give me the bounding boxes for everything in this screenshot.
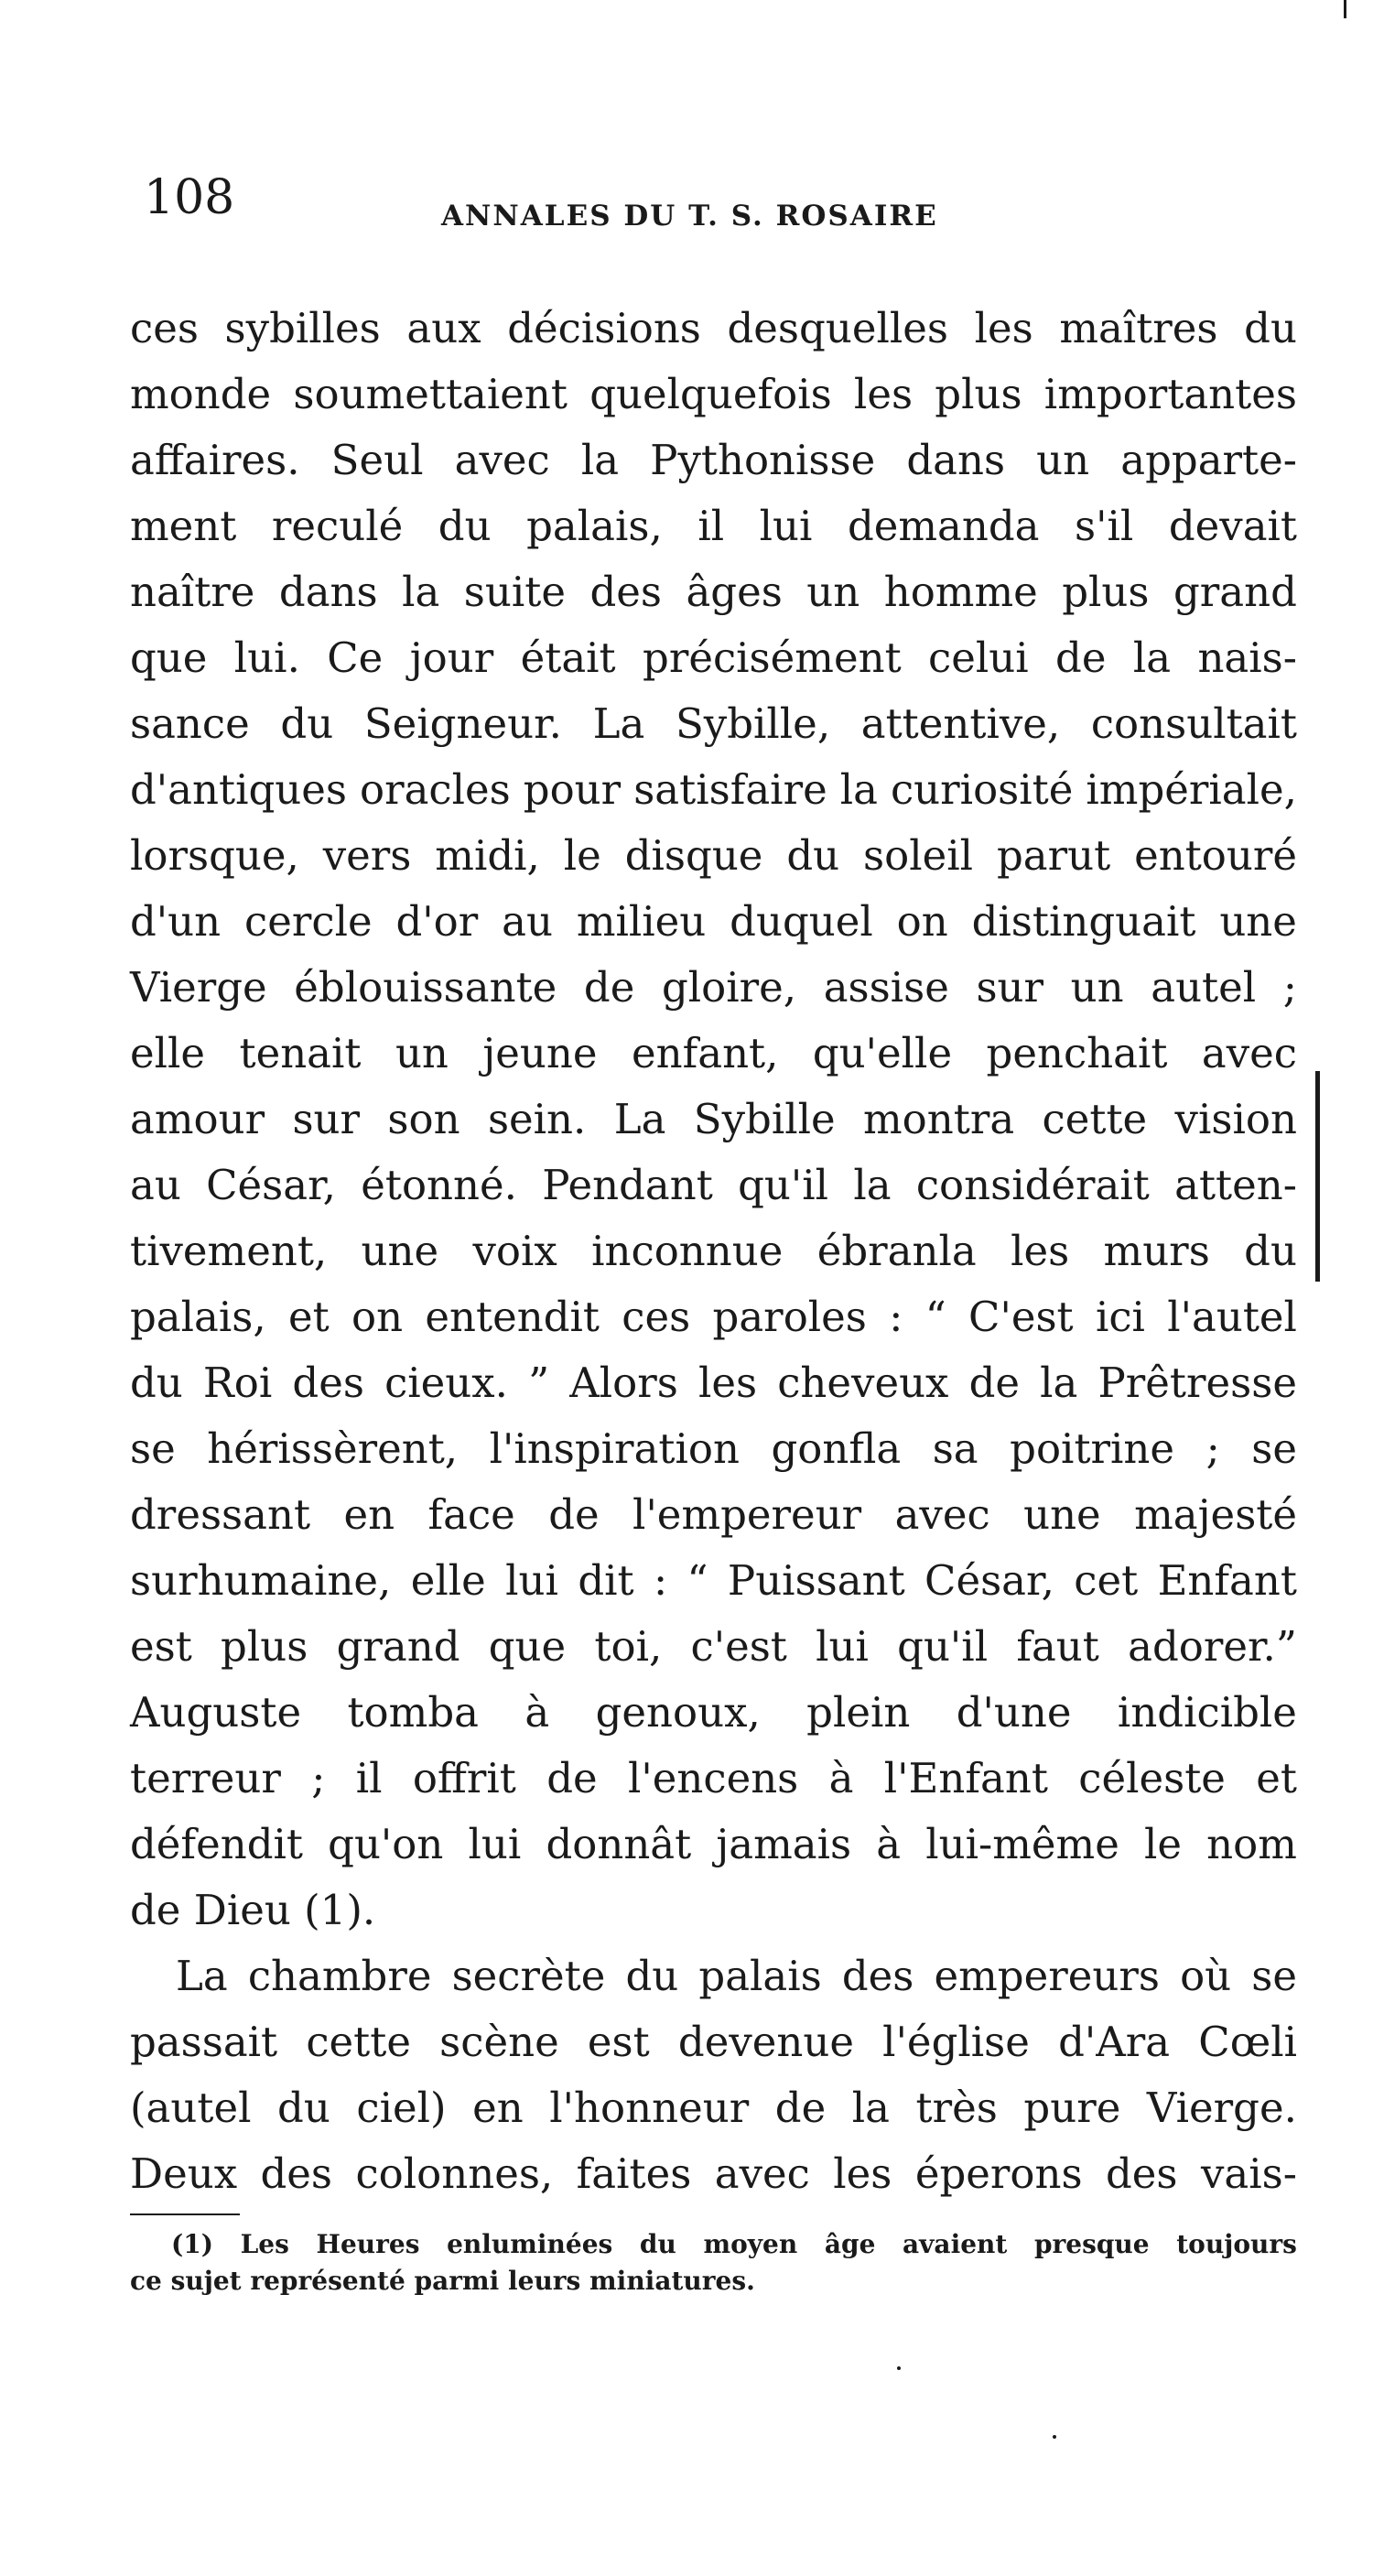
word: d'or: [395, 897, 479, 946]
word: affaires.: [130, 436, 300, 484]
word: tomba: [347, 1688, 479, 1737]
word: devenue: [677, 2018, 854, 2066]
word: dit: [578, 1556, 634, 1605]
word: Seigneur.: [363, 699, 562, 748]
word: du: [438, 502, 492, 550]
word: qu'il: [738, 1161, 829, 1209]
word: “: [686, 1556, 708, 1605]
word: dans: [906, 436, 1006, 484]
word: vers: [322, 831, 412, 880]
text-line: [130, 1087, 1297, 1153]
word: scène: [439, 2018, 559, 2066]
text-line: [130, 2009, 1297, 2075]
word: se: [130, 1424, 176, 1473]
word: demanda: [847, 502, 1040, 550]
word: défendit: [130, 1820, 303, 1868]
word: nom: [1206, 1820, 1297, 1868]
word: qu'on: [328, 1820, 444, 1868]
text-line: [130, 1416, 1297, 1482]
word: cet: [1074, 1556, 1139, 1605]
word: dressant: [130, 1490, 311, 1539]
word: devait: [1168, 502, 1297, 550]
word: de: [774, 2084, 827, 2132]
word: ici: [1095, 1293, 1145, 1341]
word: Vierge.: [1146, 2084, 1297, 2132]
word: apparte-: [1120, 436, 1297, 484]
word: satisfaire: [633, 765, 827, 814]
text-line: [130, 2141, 1297, 2207]
word: hérissèrent,: [207, 1424, 459, 1473]
word: était: [520, 633, 616, 682]
text-line: [130, 757, 1297, 823]
word: reculé: [271, 502, 404, 550]
word: palais: [698, 1952, 822, 2000]
word: l'empereur: [632, 1490, 862, 1539]
word: Pendant: [542, 1161, 713, 1209]
word: se: [1251, 1952, 1297, 2000]
margin-bar: [1315, 1071, 1320, 1282]
word: chambre: [247, 1952, 432, 2000]
word: faites: [576, 2149, 692, 2198]
word: avec: [894, 1490, 990, 1539]
word: La: [613, 1095, 666, 1143]
text-line: [130, 493, 1297, 559]
word: plus: [221, 1622, 308, 1671]
word: que: [130, 633, 208, 682]
word: un: [806, 568, 860, 616]
word: âges: [686, 568, 783, 616]
text-line: [130, 823, 1297, 889]
text-line: [130, 2075, 1297, 2141]
word: cette: [306, 2018, 411, 2066]
word: inconnue: [591, 1227, 784, 1275]
word: et: [287, 1293, 330, 1341]
footnote-line: ce sujet représenté parmi leurs miniatures.: [130, 2266, 755, 2296]
word: la: [402, 568, 440, 616]
word: l'honneur: [549, 2084, 750, 2132]
word: le: [563, 831, 601, 880]
word: palais,: [526, 502, 663, 550]
word: sance: [130, 699, 250, 748]
word: jeune: [482, 1029, 598, 1077]
word: enfant,: [631, 1029, 779, 1077]
word: avec: [714, 2149, 810, 2198]
word: du: [1244, 1227, 1297, 1275]
word: des: [1106, 2149, 1178, 2198]
text-line: [130, 1021, 1297, 1087]
word: Auguste: [130, 1688, 302, 1737]
word: une: [1219, 897, 1297, 946]
word: Roi: [202, 1358, 273, 1407]
word: il: [697, 502, 725, 550]
word: Pythonisse: [650, 436, 876, 484]
word: faut: [1016, 1622, 1099, 1671]
word: c'est: [690, 1622, 787, 1671]
word: du: [625, 1952, 679, 2000]
word: ces: [622, 1293, 691, 1341]
word: sybilles: [224, 304, 381, 352]
word: éperons: [914, 2149, 1083, 2198]
word: autel: [1151, 963, 1257, 1012]
body-text: [130, 296, 1297, 2207]
running-head: ANNALES DU T. S. ROSAIRE: [441, 200, 938, 233]
word: paroles: [712, 1293, 867, 1341]
word: quelquefois: [589, 370, 832, 418]
word: entendit: [425, 1293, 600, 1341]
word: céleste: [1078, 1754, 1226, 1802]
word: les: [1011, 1227, 1070, 1275]
word: Seul: [330, 436, 424, 484]
word: lui: [759, 502, 813, 550]
word: en: [343, 1490, 395, 1539]
word: décisions: [507, 304, 701, 352]
word: amour: [130, 1095, 265, 1143]
word: avec: [454, 436, 550, 484]
word: entouré: [1134, 831, 1297, 880]
word: lorsque,: [130, 831, 299, 880]
word: au: [502, 897, 553, 946]
word: de: [1055, 633, 1107, 682]
word: de: [968, 1358, 1020, 1407]
word: parut: [996, 831, 1111, 880]
word: La: [592, 699, 645, 748]
word: :: [889, 1293, 903, 1341]
word: :: [653, 1556, 668, 1605]
word: l'autel: [1167, 1293, 1297, 1341]
word: Les: [240, 2229, 289, 2259]
word: pure: [1023, 2084, 1121, 2132]
word: en: [472, 2084, 524, 2132]
word: l'Enfant: [883, 1754, 1048, 1802]
word: (autel: [130, 2084, 252, 2132]
word: lui: [505, 1556, 558, 1605]
word: colonnes,: [355, 2149, 554, 2198]
word: tenait: [239, 1029, 362, 1077]
text-line: [130, 625, 1297, 691]
text-line: [130, 1943, 1297, 2009]
text-line: [130, 1680, 1297, 1746]
word: d'une: [956, 1688, 1072, 1737]
word: genoux,: [595, 1688, 761, 1737]
word: ébranla: [816, 1227, 977, 1275]
word: atten-: [1174, 1161, 1297, 1209]
word: penchait: [986, 1029, 1168, 1077]
word: Sybille,: [675, 699, 831, 748]
text-line: [130, 1614, 1297, 1680]
word: le: [1143, 1820, 1183, 1868]
word: la: [1040, 1358, 1078, 1407]
word: qu'elle: [812, 1029, 953, 1077]
word: du: [280, 699, 334, 748]
word: César,: [206, 1161, 336, 1209]
word: homme: [883, 568, 1038, 616]
word: C'est: [968, 1293, 1074, 1341]
word: grand: [1173, 568, 1297, 616]
word: lui.: [233, 633, 300, 682]
word: terreur: [130, 1754, 281, 1802]
word: avec: [1201, 1029, 1297, 1077]
word: desquelles: [727, 304, 948, 352]
word: aux: [406, 304, 481, 352]
word: des: [292, 1358, 364, 1407]
scan-mark: [1344, 0, 1346, 18]
word: midi,: [435, 831, 540, 880]
word: Heures: [316, 2229, 420, 2259]
word: cieux.: [384, 1358, 508, 1407]
text-line: [130, 1548, 1297, 1614]
word: passait: [130, 2018, 278, 2066]
word: de: [548, 1490, 600, 1539]
word: et: [1256, 1754, 1297, 1802]
word: Alors: [569, 1358, 678, 1407]
word: à: [524, 1688, 550, 1737]
word: tivement,: [130, 1227, 328, 1275]
word: ”: [528, 1358, 550, 1407]
word: cette: [1042, 1095, 1148, 1143]
page-number: 108: [144, 170, 235, 225]
word: sa: [932, 1424, 978, 1473]
word: cercle: [244, 897, 373, 946]
word: celui: [928, 633, 1029, 682]
word: assise: [823, 963, 949, 1012]
word: les: [697, 1358, 758, 1407]
word: vision: [1174, 1095, 1297, 1143]
word: indicible: [1117, 1688, 1297, 1737]
word: murs: [1103, 1227, 1210, 1275]
word: empereurs: [934, 1952, 1160, 2000]
word: qu'il: [897, 1622, 989, 1671]
word: l'église: [882, 2018, 1030, 2066]
word: elle: [130, 1029, 206, 1077]
word: de: [583, 963, 635, 1012]
word: sein.: [487, 1095, 587, 1143]
page-header: [144, 170, 1297, 238]
word: une: [361, 1227, 439, 1275]
word: montra: [863, 1095, 1015, 1143]
word: grand: [336, 1622, 460, 1671]
word: milieu: [576, 897, 707, 946]
text-line: [130, 559, 1297, 625]
word: ciel): [356, 2084, 447, 2132]
text-line: [130, 296, 1297, 362]
word: un: [395, 1029, 449, 1077]
word: jamais: [716, 1820, 852, 1868]
text-line: [130, 1350, 1297, 1416]
word: se: [1251, 1424, 1297, 1473]
word: de: [546, 1754, 598, 1802]
word: Ce: [327, 633, 384, 682]
word: la: [853, 1161, 892, 1209]
text-line: [130, 691, 1297, 757]
word: attentive,: [860, 699, 1061, 748]
word: d'un: [130, 897, 222, 946]
word: Sybille: [693, 1095, 836, 1143]
word: d'antiques: [130, 765, 347, 814]
text-line: de Dieu (1).: [130, 1886, 376, 1934]
word: pour: [523, 765, 622, 814]
word: ;: [1282, 963, 1297, 1012]
word: il: [355, 1754, 383, 1802]
text-line: [130, 1153, 1297, 1218]
word: consultait: [1090, 699, 1297, 748]
word: plus: [935, 370, 1022, 418]
word: âge: [824, 2229, 876, 2259]
word: à: [828, 1754, 854, 1802]
word: du: [277, 2084, 330, 2132]
word: des: [841, 1952, 914, 2000]
word: éblouissante: [294, 963, 557, 1012]
word: des: [589, 568, 662, 616]
word: des: [260, 2149, 333, 2198]
word: oracles: [360, 765, 511, 814]
word: plus: [1062, 568, 1150, 616]
word: impériale,: [1086, 765, 1297, 814]
word: ment: [130, 502, 237, 550]
word: gloire,: [661, 963, 797, 1012]
word: offrit: [412, 1754, 516, 1802]
word: sur: [976, 963, 1044, 1012]
word: est: [130, 1622, 192, 1671]
word: d'Ara: [1058, 2018, 1171, 2066]
footnote-rule: [130, 2213, 240, 2215]
footnotes: [130, 2226, 1297, 2300]
word: où: [1180, 1952, 1232, 2000]
word: très: [915, 2084, 998, 2132]
word: secrète: [451, 1952, 606, 2000]
word: la: [580, 436, 620, 484]
word: La: [176, 1952, 228, 2000]
word: la: [839, 765, 878, 814]
word: son: [387, 1095, 460, 1143]
footnote-line: [130, 2226, 1297, 2263]
word: vais-: [1200, 2149, 1297, 2198]
word: du: [130, 1358, 183, 1407]
word: une: [1023, 1490, 1101, 1539]
word: Puissant: [727, 1556, 905, 1605]
scan-speck: [1053, 2435, 1056, 2439]
word: “: [924, 1293, 946, 1341]
word: ;: [1205, 1424, 1220, 1473]
word: la: [851, 2084, 890, 2132]
word: César,: [924, 1556, 1054, 1605]
word: toujours: [1176, 2229, 1297, 2259]
word: donnât: [546, 1820, 692, 1868]
word: soumettaient: [293, 370, 568, 418]
word: presque: [1033, 2229, 1150, 2259]
word: Cœli: [1198, 2018, 1297, 2066]
word: étonné.: [361, 1161, 517, 1209]
word: face: [427, 1490, 515, 1539]
word: enluminées: [447, 2229, 613, 2259]
word: un: [1036, 436, 1090, 484]
word: adorer.”: [1128, 1622, 1297, 1671]
word: avaient: [903, 2229, 1008, 2259]
word: du: [786, 831, 840, 880]
word: disque: [624, 831, 763, 880]
word: plein: [806, 1688, 911, 1737]
text-line: [130, 955, 1297, 1021]
text-line: [130, 1284, 1297, 1350]
word: s'il: [1075, 502, 1134, 550]
word: palais,: [130, 1293, 266, 1341]
text-line: [130, 1482, 1297, 1548]
word: un: [1070, 963, 1124, 1012]
word: moyen: [703, 2229, 798, 2259]
text-line: [130, 428, 1297, 493]
word: lui: [468, 1820, 522, 1868]
word: toi,: [594, 1622, 663, 1671]
word: considérait: [915, 1161, 1150, 1209]
word: nais-: [1197, 633, 1297, 682]
word: naître: [130, 568, 255, 616]
word: jour: [409, 633, 494, 682]
word: poitrine: [1010, 1424, 1175, 1473]
word: monde: [130, 370, 272, 418]
word: duquel: [730, 897, 873, 946]
word: surhumaine,: [130, 1556, 392, 1605]
word: majesté: [1134, 1490, 1297, 1539]
word: les: [853, 370, 914, 418]
text-line: [130, 1812, 1297, 1878]
word: soleil: [863, 831, 974, 880]
word: précisément: [643, 633, 902, 682]
word: du: [639, 2229, 676, 2259]
text-line: [130, 889, 1297, 955]
word: dans: [278, 568, 378, 616]
word: suite: [463, 568, 566, 616]
word: l'encens: [627, 1754, 799, 1802]
word: elle: [410, 1556, 486, 1605]
word: Enfant: [1157, 1556, 1297, 1605]
word: sur: [292, 1095, 361, 1143]
word: maîtres: [1059, 304, 1218, 352]
word: ;: [311, 1754, 326, 1802]
word: les: [974, 304, 1033, 352]
word: curiosité: [890, 765, 1074, 814]
text-line: [130, 1746, 1297, 1812]
word: la: [1132, 633, 1172, 682]
text-line: [130, 362, 1297, 428]
word: voix: [472, 1227, 557, 1275]
scan-speck: [897, 2366, 901, 2370]
word: lui: [816, 1622, 869, 1671]
word: au: [130, 1161, 181, 1209]
word: Vierge: [130, 963, 267, 1012]
word: du: [1244, 304, 1297, 352]
word: Deux: [130, 2149, 238, 2198]
word: gonfla: [771, 1424, 902, 1473]
word: l'inspiration: [489, 1424, 740, 1473]
text-line: [130, 1218, 1297, 1284]
word: on: [351, 1293, 404, 1341]
word: les: [833, 2149, 892, 2198]
word: lui-même: [925, 1820, 1119, 1868]
word: ces: [130, 304, 199, 352]
word: distinguait: [971, 897, 1196, 946]
word: (1): [171, 2229, 213, 2259]
word: cheveux: [777, 1358, 949, 1407]
word: à: [876, 1820, 902, 1868]
word: que: [488, 1622, 567, 1671]
word: est: [587, 2018, 650, 2066]
word: importantes: [1043, 370, 1297, 418]
word: on: [896, 897, 948, 946]
word: Prêtresse: [1097, 1358, 1297, 1407]
